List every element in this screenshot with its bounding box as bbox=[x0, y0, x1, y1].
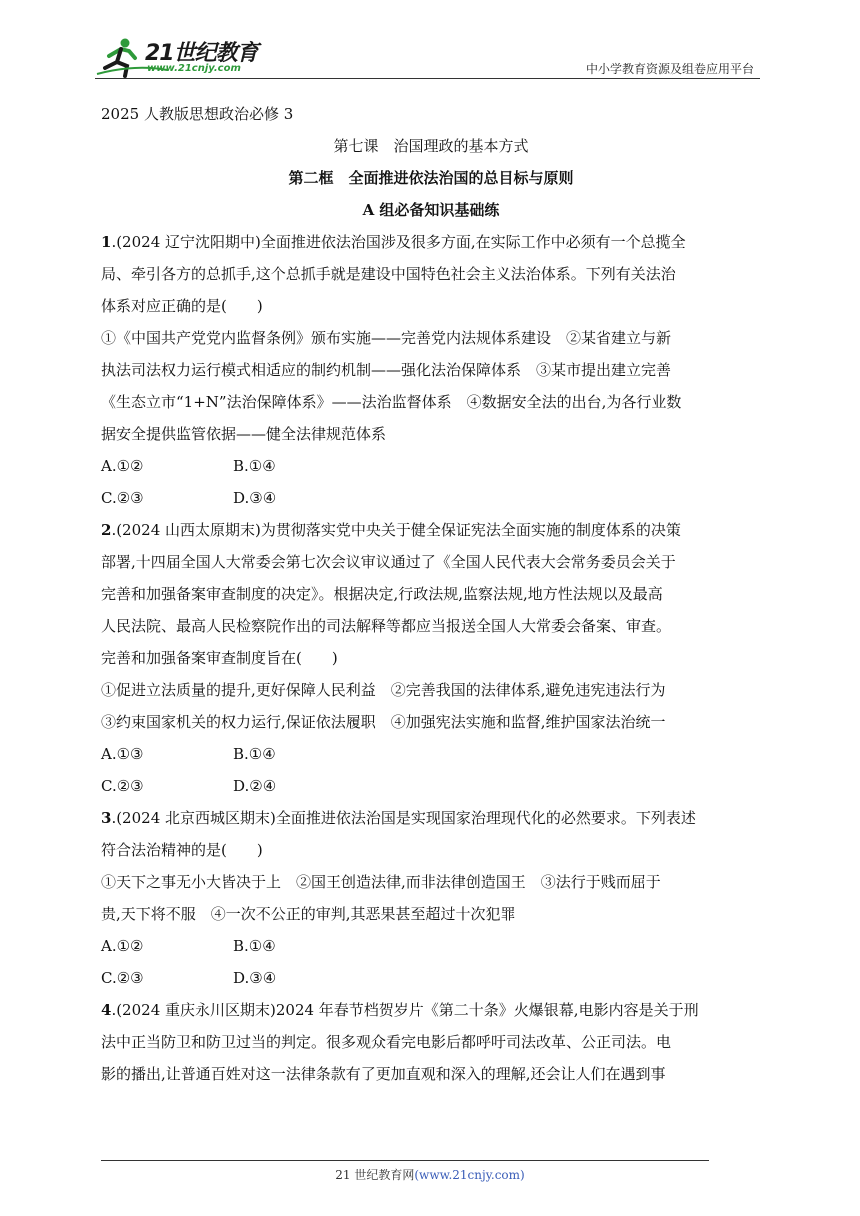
footer-divider bbox=[101, 1160, 709, 1161]
option-a[interactable]: A.①② bbox=[101, 457, 144, 475]
logo-text: 21世纪教育 bbox=[145, 41, 258, 66]
question-1 bbox=[101, 226, 761, 514]
option-a[interactable]: A.①② bbox=[101, 937, 144, 955]
question-item-line: ①《中国共产党党内监督条例》颁布实施——完善党内法规体系建设 ②某省建立与新 bbox=[101, 329, 672, 347]
question-item-line: 《生态立市“1+N”法治保障体系》——法治监督体系 ④数据安全法的出台,为各行业数 bbox=[101, 393, 682, 411]
question-number: 4 bbox=[101, 1001, 112, 1019]
answer-options-row bbox=[101, 482, 761, 514]
question-item-line: ③约束国家机关的权力运行,保证依法履职 ④加强宪法实施和监督,维护国家法治统一 bbox=[101, 713, 666, 731]
platform-name: 中小学教育资源及组卷应用平台 bbox=[585, 62, 754, 76]
page-footer bbox=[0, 1166, 860, 1183]
logo-url: www.21cnjy.com bbox=[147, 63, 241, 74]
question-number: 1 bbox=[101, 233, 112, 251]
question-4 bbox=[101, 994, 761, 1090]
question-item-line: 据安全提供监管依据——健全法律规范体系 bbox=[101, 425, 387, 443]
question-item-line: ①促进立法质量的提升,更好保障人民利益 ②完善我国的法律体系,避免违宪违法行为 bbox=[101, 681, 666, 699]
question-3 bbox=[101, 802, 761, 994]
question-stem-line: 部署,十四届全国人大常委会第七次会议审议通过了《全国人民代表大会常务委员会关于 bbox=[101, 553, 676, 571]
question-stem-line: 符合法治精神的是( ) bbox=[101, 841, 263, 859]
question-item-line: 贵,天下将不服 ④一次不公正的审判,其恶果甚至超过十次犯罪 bbox=[101, 905, 516, 923]
question-stem-line: 影的播出,让普通百姓对这一法律条款有了更加直观和深入的理解,还会让人们在遇到事 bbox=[101, 1065, 666, 1083]
site-logo[interactable] bbox=[95, 34, 265, 80]
question-stem-line: 人民法院、最高人民检察院作出的司法解释等都应当报送全国人大常委会备案、审查。 bbox=[101, 617, 672, 635]
answer-options-row bbox=[101, 738, 761, 770]
footer-site-link[interactable]: (www.21cnjy.com) bbox=[414, 1168, 525, 1182]
question-item-line: 执法司法权力运行模式相适应的制约机制——强化法治保障体系 ③某市提出建立完善 bbox=[101, 361, 672, 379]
question-2 bbox=[101, 514, 761, 802]
lesson-title: 第七课 治国理政的基本方式 bbox=[333, 137, 529, 155]
answer-options-row bbox=[101, 450, 761, 482]
answer-options-row bbox=[101, 770, 761, 802]
option-d[interactable]: D.③④ bbox=[233, 489, 277, 507]
book-title: 2025 人教版思想政治必修 3 bbox=[101, 105, 294, 123]
question-item-line: ①天下之事无小大皆决于上 ②国王创造法律,而非法律创造国王 ③法行于贱而屈于 bbox=[101, 873, 661, 891]
group-title: A 组必备知识基础练 bbox=[362, 201, 500, 219]
option-c[interactable]: C.②③ bbox=[101, 777, 144, 795]
question-stem-line: 完善和加强备案审查制度旨在( ) bbox=[101, 649, 338, 667]
page-header bbox=[95, 34, 760, 80]
question-number: 3 bbox=[101, 809, 112, 827]
footer-site-name: 21 世纪教育网 bbox=[335, 1168, 415, 1182]
section-title: 第二框 全面推进依法治国的总目标与原则 bbox=[288, 169, 574, 187]
question-stem-line: 体系对应正确的是( ) bbox=[101, 297, 263, 315]
header-divider bbox=[95, 78, 760, 79]
question-stem-line: 法中正当防卫和防卫过当的判定。很多观众看完电影后都呼吁司法改革、公正司法。电 bbox=[101, 1033, 672, 1051]
answer-options-row bbox=[101, 962, 761, 994]
option-b[interactable]: B.①④ bbox=[233, 937, 276, 955]
question-stem-line: 完善和加强备案审查制度的决定》。根据决定,行政法规,监察法规,地方性法规以及最高 bbox=[101, 585, 663, 603]
question-stem-line: 4.(2024 重庆永川区期末)2024 年春节档贺岁片《第二十条》火爆银幕,电影内容是关于刑 bbox=[101, 1001, 699, 1019]
option-d[interactable]: D.②④ bbox=[233, 777, 277, 795]
option-a[interactable]: A.①③ bbox=[101, 745, 144, 763]
question-stem-line: 3.(2024 北京西城区期末)全面推进依法治国是实现国家治理现代化的必然要求。下列表述 bbox=[101, 809, 696, 827]
question-stem-line: 局、牵引各方的总抓手,这个总抓手就是建设中国特色社会主义法治体系。下列有关法治 bbox=[101, 265, 676, 283]
option-c[interactable]: C.②③ bbox=[101, 489, 144, 507]
option-b[interactable]: B.①④ bbox=[233, 457, 276, 475]
question-stem-line: 1.(2024 辽宁沈阳期中)全面推进依法治国涉及很多方面,在实际工作中必须有一个总揽全 bbox=[101, 233, 686, 251]
question-stem-line: 2.(2024 山西太原期末)为贯彻落实党中央关于健全保证宪法全面实施的制度体系的决策 bbox=[101, 521, 681, 539]
option-b[interactable]: B.①④ bbox=[233, 745, 276, 763]
answer-options-row bbox=[101, 930, 761, 962]
option-c[interactable]: C.②③ bbox=[101, 969, 144, 987]
question-number: 2 bbox=[101, 521, 112, 539]
option-d[interactable]: D.③④ bbox=[233, 969, 277, 987]
document-body bbox=[101, 98, 761, 1090]
